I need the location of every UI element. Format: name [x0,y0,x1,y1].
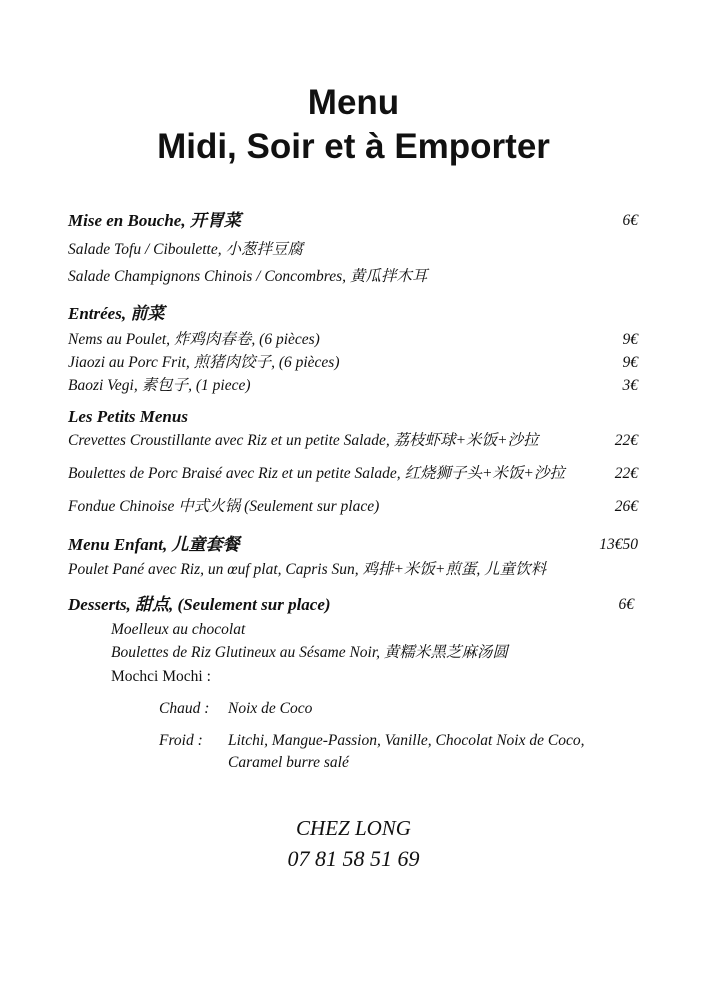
section-heading-entrees: Entrées, 前菜 [68,304,165,323]
menu-item: Boulettes de Riz Glutineux au Sésame Noir, 黄糯米黑芝麻汤圆 [111,644,508,661]
mochi-chaud-label: Chaud : [159,700,210,717]
menu-item: Salade Tofu / Ciboulette, 小葱拌豆腐 [68,241,303,258]
price-desserts: 6€ [618,596,634,613]
section-heading-petits-menus: Les Petits Menus [68,407,188,426]
menu-item-price: 3€ [622,377,638,394]
menu-item-price: 9€ [622,331,638,348]
menu-item-price: 22€ [614,432,638,449]
menu-item-price: 22€ [614,465,638,482]
menu-item: Boulettes de Porc Braisé avec Riz et un petite Salade, 红烧狮子头+米饭+沙拉 [68,465,565,482]
menu-item: Poulet Pané avec Riz, un œuf plat, Capris Sun, 鸡排+米饭+煎蛋, 儿童饮料 [68,561,547,578]
mochi-chaud-value: Noix de Coco [228,700,313,717]
mochi-froid-value-cont: Caramel burre salé [228,754,349,771]
menu-item: Moelleux au chocolat [111,621,246,638]
mochi-froid-value: Litchi, Mangue-Passion, Vanille, Chocolat Noix de Coco, [228,732,585,749]
menu-item: Mochci Mochi : [111,668,211,685]
section-heading-menu-enfant: Menu Enfant, 儿童套餐 [68,535,240,554]
menu-item: Fondue Chinoise 中式火锅 (Seulement sur place) [68,498,380,515]
menu-item: Crevettes Croustillante avec Riz et un petite Salade, 荔枝虾球+米饭+沙拉 [68,432,539,449]
section-heading-desserts: Desserts, 甜点, (Seulement sur place) [68,595,331,614]
menu-item: Baozi Vegi, 素包子, (1 piece) [68,377,251,394]
menu-item: Nems au Poulet, 炸鸡肉春卷, (6 pièces) [68,331,320,348]
menu-item: Salade Champignons Chinois / Concombres, 黄瓜拌木耳 [68,268,428,285]
menu-item: Jiaozi au Porc Frit, 煎猪肉饺子, (6 pièces) [68,354,340,371]
price-menu-enfant: 13€50 [599,536,638,553]
section-heading-mise-en-bouche: Mise en Bouche, 开胃菜 [68,211,241,230]
restaurant-phone: 07 81 58 51 69 [287,846,420,871]
mochi-froid-label: Froid : [159,732,203,749]
restaurant-name: CHEZ LONG [296,816,411,840]
price-mise-en-bouche: 6€ [622,212,638,229]
menu-item-price: 26€ [614,498,638,515]
menu-title: Menu [307,83,400,122]
menu-item-price: 9€ [622,354,638,371]
menu-subtitle: Midi, Soir et à Emporter [157,127,550,166]
